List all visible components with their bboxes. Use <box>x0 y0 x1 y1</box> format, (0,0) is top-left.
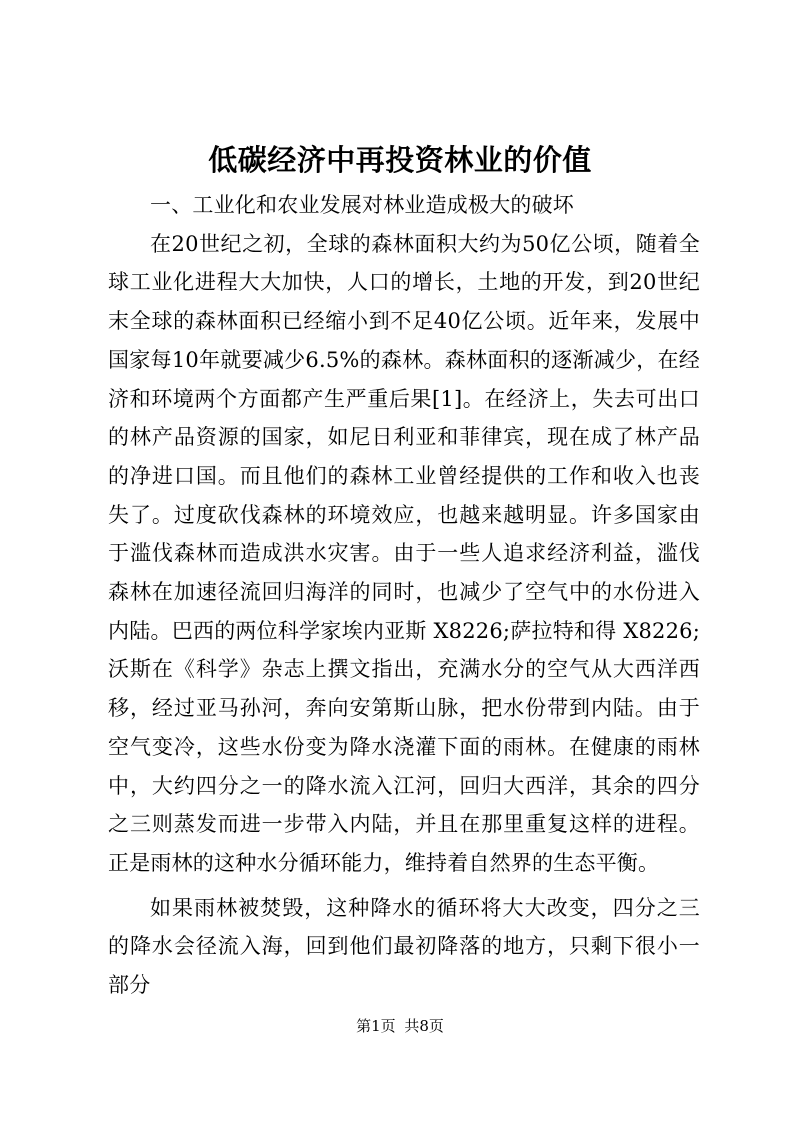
paragraph-1: 在20世纪之初，全球的森林面积大约为50亿公顷，随着全球工业化进程大大加快，人口的增长，土地的开发，到20世纪末全球的森林面积已经缩小到不足40亿公顷。近年来，发展中国家每10年就要减少6.5%的森林。森林面积的逐渐减少，在经济和环境两个方面都产生严重后果[1]。在经济上，失去可出口的林产品资源的国家，如尼日利亚和菲律宾，现在成了林产品的净进口国。而且他们的森林工业曾经提供的工作和收入也丧失了。过度砍伐森林的环境效应，也越来越明显。许多国家由于滥伐森林而造成洪水灾害。由于一些人追求经济利益，滥伐森林在加速径流回归海洋的同时，也减少了空气中的水份进入内陆。巴西的两位科学家埃内亚斯 X8226;萨拉特和得 X8226;沃斯在《科学》杂志上撰文指出，充满水分的空气从大西洋西移，经过亚马孙河，奔向安第斯山脉，把水份带到内陆。由于空气变冷，这些水份变为降水浇灌下面的雨林。在健康的雨林中，大约四分之一的降水流入江河，回归大西洋，其余的四分之三则蒸发而进一步带入内陆，并且在那里重复这样的进程。正是雨林的这种水分循环能力，维持着自然界的生态平衡。 <box>108 231 700 875</box>
document-body <box>108 186 700 1005</box>
page-footer <box>0 1016 800 1036</box>
paragraph-2: 如果雨林被焚毁，这种降水的循环将大大改变，四分之三的降水会径流入海，回到他们最初降落的地方，只剩下很小一部分 <box>108 895 700 998</box>
page-number: 第1页 <box>356 1017 396 1035</box>
page-total: 共8页 <box>404 1017 444 1035</box>
section-heading: 一、工业化和农业发展对林业造成极大的破坏 <box>150 193 574 217</box>
document-title: 低碳经济中再投资林业的价值 <box>208 143 592 177</box>
